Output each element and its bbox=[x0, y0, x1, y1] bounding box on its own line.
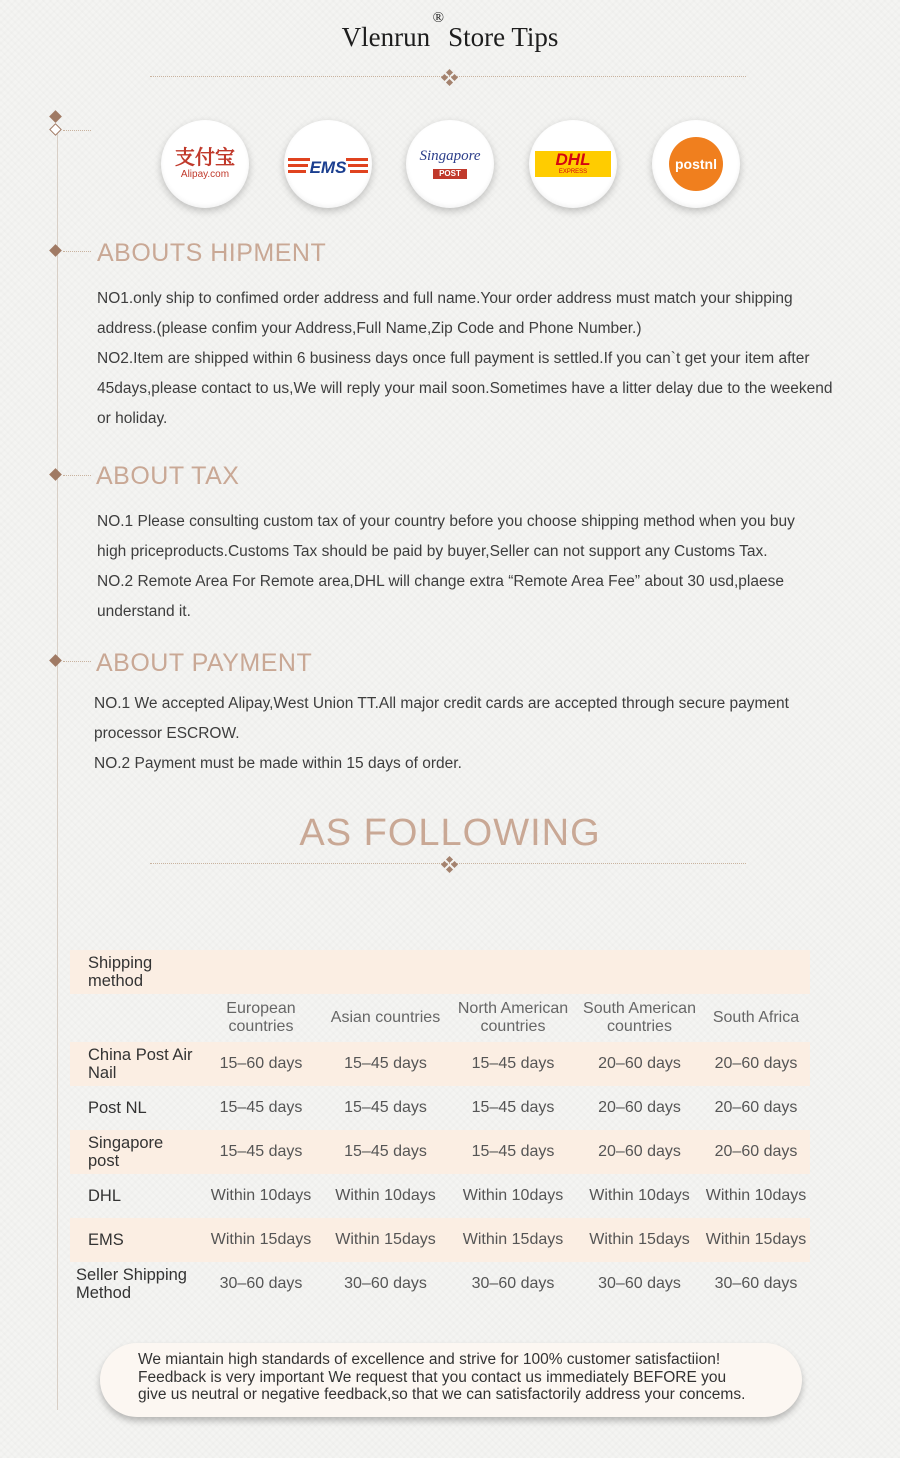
table-cell: 30–60 days bbox=[598, 1275, 681, 1292]
text-line: NO1.only ship to confimed order address and full name.Your order address must match your shipping bbox=[97, 290, 793, 307]
tax-text bbox=[97, 507, 867, 627]
table-cell: 30–60 days bbox=[344, 1275, 427, 1292]
table-cell: 20–60 days bbox=[714, 1099, 798, 1116]
timeline-line bbox=[57, 125, 58, 1410]
table-cell: 20–60 days bbox=[702, 1130, 810, 1174]
table-cell: 20–60 days bbox=[577, 1130, 702, 1174]
text-line: 45days,please contact to us,We will reply your mail soon.Sometimes have a litter delay due to the weekend bbox=[97, 380, 833, 397]
column-header: European countries bbox=[226, 1000, 296, 1035]
section-title-shipment: ABOUTS HIPMENT bbox=[97, 239, 327, 267]
text-line: understand it. bbox=[97, 603, 191, 620]
payment-text bbox=[94, 689, 864, 779]
singapore-post-logo-subtext: POST bbox=[433, 169, 467, 179]
section-title-payment: ABOUT PAYMENT bbox=[96, 649, 313, 677]
table-cell: Within 15days bbox=[200, 1218, 322, 1262]
timeline-connector bbox=[63, 661, 91, 662]
feedback-line: give us neutral or negative feedback,so that we can satisfactorily address your concems. bbox=[138, 1386, 746, 1403]
diamond-ornament-icon bbox=[442, 857, 458, 873]
dhl-logo bbox=[529, 120, 617, 208]
table-column-header-row bbox=[70, 994, 810, 1042]
text-line: processor ESCROW. bbox=[94, 725, 240, 742]
alipay-logo-subtext: Alipay.com bbox=[180, 169, 230, 180]
table-row bbox=[70, 1130, 810, 1174]
row-header: Singapore post bbox=[70, 1130, 200, 1174]
text-line: address.(please confim your Address,Full Name,Zip Code and Phone Number.) bbox=[97, 320, 642, 337]
table-cell: 15–45 days bbox=[344, 1099, 427, 1116]
dhl-logo-subtext: EXPRESS bbox=[558, 169, 588, 175]
column-header: South Africa bbox=[712, 1009, 800, 1026]
dhl-logo-text: DHL bbox=[555, 150, 591, 169]
following-title: AS FOLLOWING bbox=[299, 812, 601, 854]
row-header: Post NL bbox=[88, 1099, 147, 1117]
table-cell: Within 10days bbox=[589, 1187, 690, 1204]
ems-logo bbox=[284, 120, 372, 208]
singapore-post-logo-text: Singapore bbox=[419, 147, 481, 164]
shipping-table bbox=[70, 950, 810, 1306]
table-cell: 15–45 days bbox=[322, 1042, 449, 1086]
table-cell: Within 10days bbox=[705, 1187, 807, 1204]
text-line: NO.1 Please consulting custom tax of your country before you choose shipping method when you buy bbox=[97, 513, 795, 530]
singapore-post-logo bbox=[406, 120, 494, 208]
row-header: EMS bbox=[70, 1218, 200, 1262]
column-header: South American countries bbox=[583, 1000, 696, 1035]
table-cell: 30–60 days bbox=[714, 1275, 798, 1292]
table-cell: 30–60 days bbox=[219, 1275, 303, 1292]
table-cell: Within 15days bbox=[449, 1218, 577, 1262]
table-cell: 20–60 days bbox=[598, 1099, 681, 1116]
section-title-tax: ABOUT TAX bbox=[96, 462, 240, 490]
text-line: or holiday. bbox=[97, 410, 168, 427]
timeline-marker-hollow-icon bbox=[49, 123, 62, 136]
timeline-connector bbox=[63, 251, 91, 252]
text-line: NO.1 We accepted Alipay,West Union TT.All major credit cards are accepted through secure payment bbox=[94, 695, 789, 712]
table-cell: Within 10days bbox=[462, 1187, 564, 1204]
postnl-logo bbox=[652, 120, 740, 208]
table-cell: Within 15days bbox=[702, 1218, 810, 1262]
table-cell: Within 15days bbox=[322, 1218, 449, 1262]
postnl-logo-text: postnl bbox=[675, 156, 717, 172]
table-cell: 15–60 days bbox=[200, 1042, 322, 1086]
table-cell: 15–45 days bbox=[322, 1130, 449, 1174]
text-line: NO.2 Payment must be made within 15 days of order. bbox=[94, 755, 462, 772]
store-title bbox=[0, 10, 900, 53]
table-cell: 20–60 days bbox=[702, 1042, 810, 1086]
table-row bbox=[70, 1174, 810, 1218]
alipay-logo bbox=[161, 120, 249, 208]
table-cell: 15–45 days bbox=[449, 1130, 577, 1174]
timeline-marker-icon bbox=[49, 468, 62, 481]
table-row bbox=[70, 1042, 810, 1086]
alipay-logo-text: 支付宝 bbox=[175, 147, 235, 169]
table-cell: 15–45 days bbox=[200, 1130, 322, 1174]
timeline-connector bbox=[63, 475, 91, 476]
brand-name: Vlenrun ® bbox=[341, 10, 445, 52]
ems-logo-text: EMS bbox=[309, 158, 347, 177]
ems-wing-icon bbox=[286, 149, 370, 179]
timeline-connector bbox=[63, 130, 91, 131]
table-header-row bbox=[70, 950, 810, 994]
registered-mark: ® bbox=[432, 10, 445, 26]
table-cell: 30–60 days bbox=[471, 1275, 555, 1292]
page-title: Store Tips bbox=[448, 22, 559, 52]
feedback-line: We miantain high standards of excellence and strive for 100% customer satisfactiion! bbox=[138, 1351, 721, 1368]
row-header: China Post Air Nail bbox=[70, 1042, 200, 1086]
text-line: NO.2 Remote Area For Remote area,DHL will change extra “Remote Area Fee” about 30 usd,plaese bbox=[97, 573, 784, 590]
diamond-ornament-icon bbox=[442, 70, 458, 86]
timeline-marker-icon bbox=[49, 654, 62, 667]
table-cell: 15–45 days bbox=[449, 1042, 577, 1086]
column-header: Asian countries bbox=[330, 1009, 441, 1026]
shipment-text bbox=[97, 284, 867, 434]
table-cell: Within 15days bbox=[577, 1218, 702, 1262]
column-header: North American countries bbox=[457, 1000, 569, 1035]
table-row bbox=[70, 1262, 810, 1306]
row-header: Seller Shipping Method bbox=[76, 1266, 187, 1302]
shipping-method-header: Shipping method bbox=[70, 950, 200, 994]
text-line: high priceproducts.Customs Tax should be paid by buyer,Seller can not support any Customs Tax. bbox=[97, 543, 768, 560]
table-cell: 20–60 days bbox=[577, 1042, 702, 1086]
text-line: NO2.Item are shipped within 6 business days once full payment is settled.If you can`t get your item after bbox=[97, 350, 810, 367]
feedback-banner bbox=[100, 1343, 802, 1417]
timeline-marker-icon bbox=[49, 244, 62, 257]
table-cell: 15–45 days bbox=[219, 1099, 303, 1116]
table-row bbox=[70, 1218, 810, 1262]
feedback-line: Feedback is very important We request that you contact us immediately BEFORE you bbox=[138, 1368, 727, 1386]
table-row bbox=[70, 1086, 810, 1130]
row-header: DHL bbox=[88, 1187, 122, 1205]
table-cell: Within 10days bbox=[335, 1187, 436, 1204]
table-cell: 15–45 days bbox=[471, 1099, 555, 1116]
table-cell: Within 10days bbox=[210, 1187, 312, 1204]
timeline-marker-icon bbox=[49, 110, 62, 123]
